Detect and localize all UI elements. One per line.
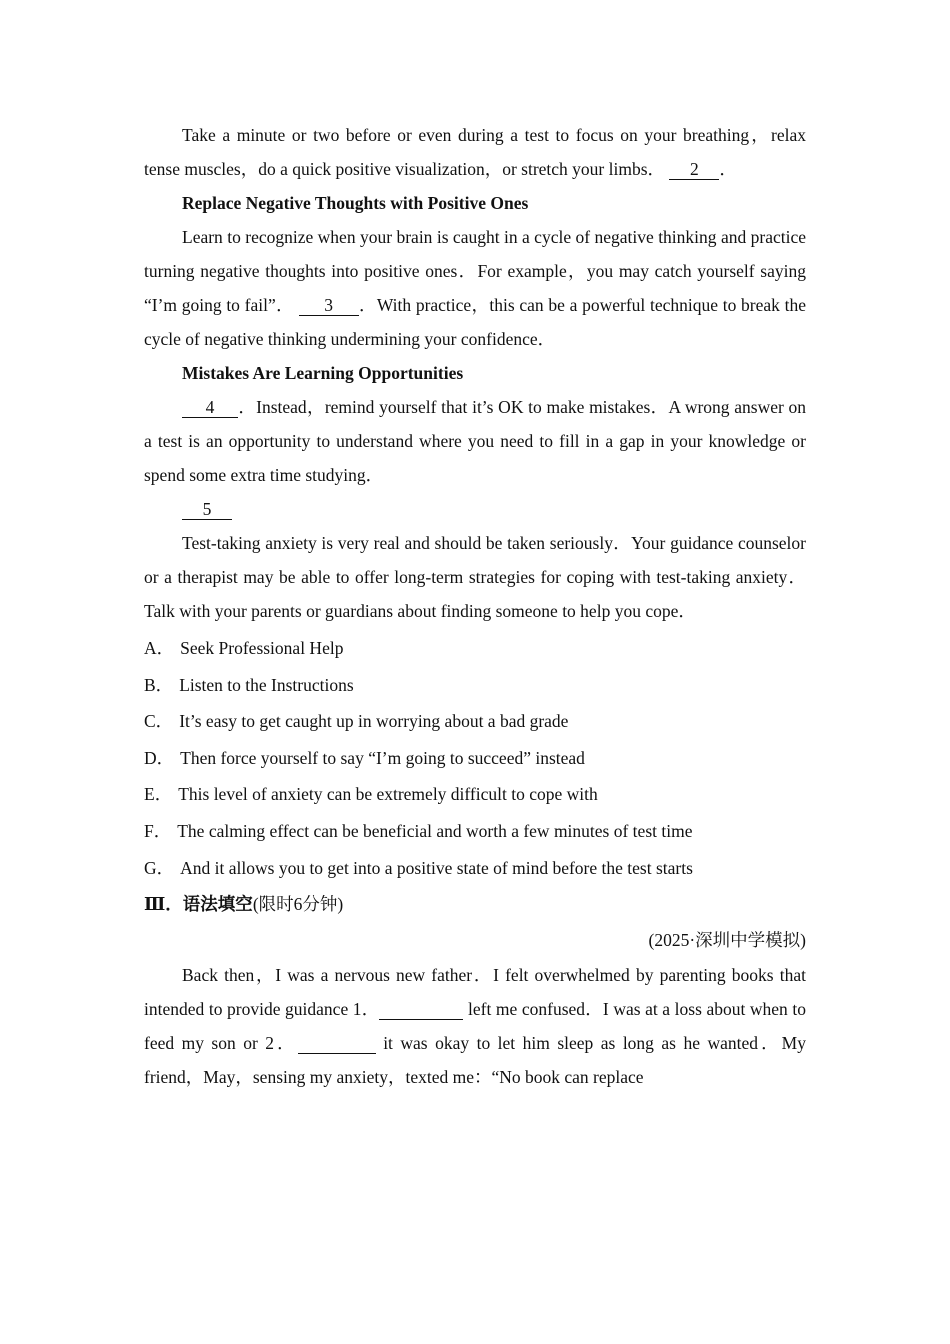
section-heading-negative-thoughts: Replace Negative Thoughts with Positive Ones [182,193,529,213]
paragraph-father [144,958,806,1094]
answer-blank-4: 4 [182,397,238,418]
option-d [144,740,806,777]
answer-blank-5: 5 [182,499,232,520]
source-citation: (2025·深圳中学模拟) [648,930,806,951]
option-a [144,630,806,667]
option-text: The calming effect can be beneficial and worth a few minutes of test time [177,820,693,841]
paragraph-text: left me confused．I was at a loss about when to feed my son or 2． [144,999,806,1054]
section-title-bold: Ⅲ．语法填空 [144,894,253,915]
section-title-grammar [144,886,806,922]
paragraph-text: it was okay to let him sleep as long as he wanted．My friend，May，sensing my anxiety，texted me：“No book can replace [144,1033,806,1088]
paragraph-anxiety: Test-taking anxiety is very real and should be taken seriously．Your guidance counselor or a therapist may be able to offer long-term strategies for coping with test-taking anxiety．Talk with your parents or guardians about finding someone to help you cope． [144,533,806,621]
answer-blank-grammar-2 [298,1033,376,1054]
paragraph-mistakes [144,390,806,492]
option-text: It’s easy to get caught up in worrying about a bad grade [179,711,569,732]
option-text: Seek Professional Help [180,638,344,658]
option-e [144,776,806,813]
option-g [144,850,806,887]
section-title-time-limit: (限时6分钟) [252,894,344,915]
option-letter: E． [144,784,173,805]
option-b [144,667,806,704]
option-text: And it allows you to get into a positive state of mind before the test starts [180,857,693,878]
option-text: Then force yourself to say “I’m going to succeed” instead [180,747,585,768]
option-letter: B． [144,674,174,695]
option-letter: D． [144,747,175,768]
section-heading-mistakes: Mistakes Are Learning Opportunities [182,363,464,383]
options-list [144,630,806,886]
option-letter: C． [144,711,174,732]
paragraph-text: ．Instead，remind yourself that it’s OK to make mistakes．A wrong answer on a test is an opportunity to understand where you need to fill in a gap in your knowledge or spend some extra time studying． [144,397,806,485]
answer-blank-3: 3 [299,295,359,316]
paragraph-negative-thoughts [144,220,806,356]
option-letter: G． [144,857,175,878]
option-text: Listen to the Instructions [179,674,354,695]
paragraph-text: Take a minute or two before or even during a test to focus on your breathing，relax tense muscles，do a quick positive visualization，or stretch your limbs． [144,125,806,179]
paragraph-text: ．With practice，this can be a powerful technique to break the cycle of negative thinking undermining your confidence． [144,295,806,349]
paragraph-text: Back then，I was a nervous new father．I felt overwhelmed by parenting books that intended to provide guidance 1． [144,965,806,1020]
paragraph-text: Learn to recognize when your brain is caught in a cycle of negative thinking and practice turning negative thoughts into positive ones．For example，you may catch yourself saying “I’m going to fail”． [144,227,806,315]
option-letter: A． [144,638,175,658]
document-page [144,118,806,1094]
paragraph-breathing [144,118,806,186]
paragraph-text: ． [719,159,737,179]
option-letter: F． [144,820,172,841]
option-c [144,703,806,740]
answer-blank-2: 2 [669,159,719,180]
answer-blank-grammar-1 [379,999,463,1020]
option-f [144,813,806,850]
option-text: This level of anxiety can be extremely difficult to cope with [178,784,598,805]
standalone-blank-line [144,492,806,526]
